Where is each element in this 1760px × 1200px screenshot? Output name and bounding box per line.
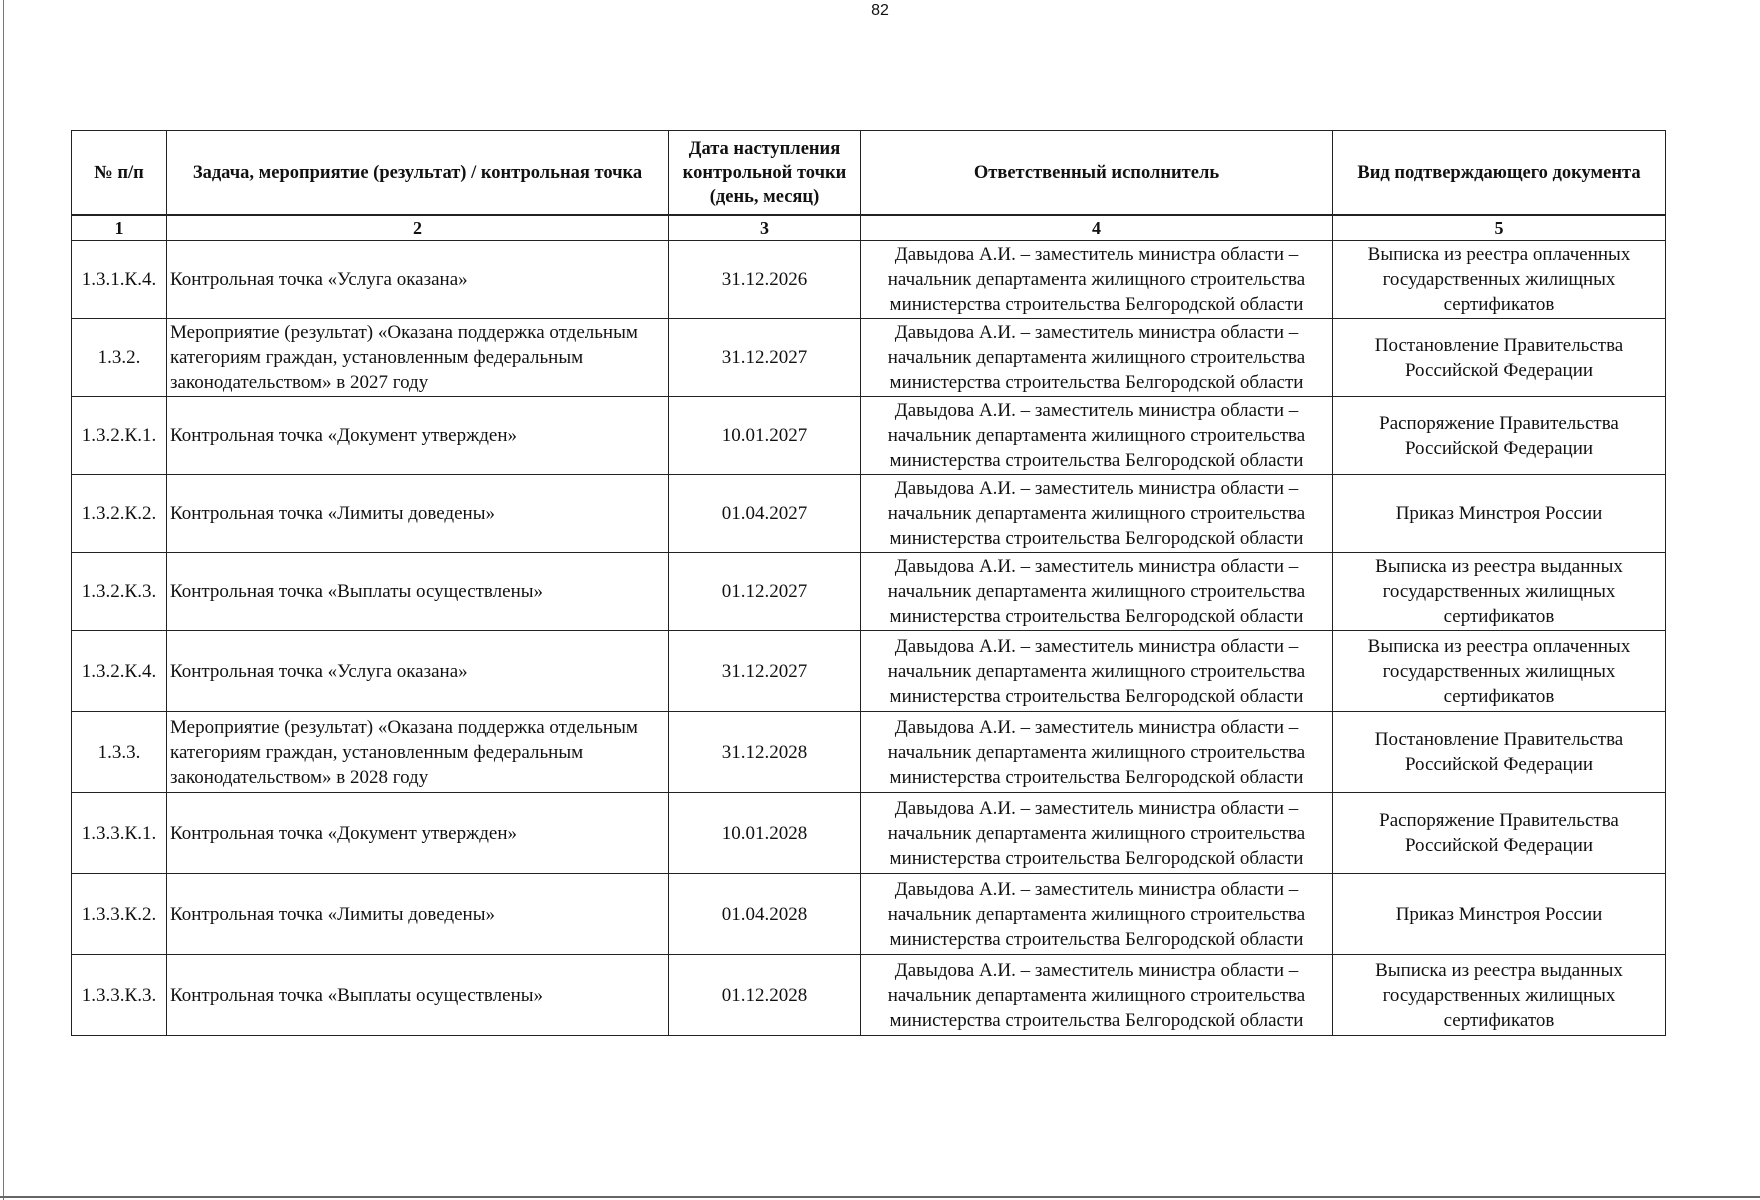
cell-document: Постановление Правительства Российской Федерации	[1333, 712, 1666, 793]
column-number: 5	[1333, 215, 1666, 241]
cell-task: Контрольная точка «Услуга оказана»	[167, 631, 669, 712]
cell-date: 01.12.2028	[669, 955, 861, 1036]
cell-document: Выписка из реестра выданных государственных жилищных сертификатов	[1333, 553, 1666, 631]
cell-executor: Давыдова А.И. – заместитель министра области – начальник департамента жилищного строительства министерства строительства Белгородской области	[861, 241, 1333, 319]
scan-edge-left	[3, 0, 4, 1200]
cell-date: 31.12.2027	[669, 631, 861, 712]
cell-executor: Давыдова А.И. – заместитель министра области – начальник департамента жилищного строительства министерства строительства Белгородской области	[861, 475, 1333, 553]
column-number: 3	[669, 215, 861, 241]
cell-document: Постановление Правительства Российской Федерации	[1333, 319, 1666, 397]
header-document: Вид подтверждающего документа	[1333, 131, 1666, 216]
table-row	[72, 631, 1666, 712]
table-header-row	[72, 131, 1666, 216]
cell-num: 1.3.2.К.1.	[72, 397, 167, 475]
cell-num: 1.3.1.К.4.	[72, 241, 167, 319]
cell-executor: Давыдова А.И. – заместитель министра области – начальник департамента жилищного строительства министерства строительства Белгородской области	[861, 631, 1333, 712]
cell-task: Мероприятие (результат) «Оказана поддержка отдельным категориям граждан, установленным федеральным законодательством» в 2028 году	[167, 712, 669, 793]
cell-document: Распоряжение Правительства Российской Федерации	[1333, 793, 1666, 874]
header-task: Задача, мероприятие (результат) / контрольная точка	[167, 131, 669, 216]
cell-date: 01.04.2028	[669, 874, 861, 955]
table-row	[72, 874, 1666, 955]
table-row	[72, 319, 1666, 397]
table-row	[72, 475, 1666, 553]
cell-document: Распоряжение Правительства Российской Федерации	[1333, 397, 1666, 475]
cell-executor: Давыдова А.И. – заместитель министра области – начальник департамента жилищного строительства министерства строительства Белгородской области	[861, 955, 1333, 1036]
cell-document: Выписка из реестра оплаченных государственных жилищных сертификатов	[1333, 631, 1666, 712]
cell-num: 1.3.3.К.2.	[72, 874, 167, 955]
header-num: № п/п	[72, 131, 167, 216]
page-number: 82	[871, 2, 889, 19]
cell-num: 1.3.3.	[72, 712, 167, 793]
table-row	[72, 553, 1666, 631]
table-row	[72, 793, 1666, 874]
cell-task: Контрольная точка «Услуга оказана»	[167, 241, 669, 319]
cell-document: Выписка из реестра оплаченных государственных жилищных сертификатов	[1333, 241, 1666, 319]
cell-num: 1.3.2.К.4.	[72, 631, 167, 712]
cell-task: Контрольная точка «Документ утвержден»	[167, 397, 669, 475]
cell-date: 10.01.2027	[669, 397, 861, 475]
cell-task: Контрольная точка «Лимиты доведены»	[167, 874, 669, 955]
column-number: 1	[72, 215, 167, 241]
control-points-table	[71, 130, 1666, 1036]
cell-task: Контрольная точка «Лимиты доведены»	[167, 475, 669, 553]
column-number: 2	[167, 215, 669, 241]
cell-num: 1.3.2.К.3.	[72, 553, 167, 631]
cell-num: 1.3.3.К.1.	[72, 793, 167, 874]
table-row	[72, 241, 1666, 319]
cell-executor: Давыдова А.И. – заместитель министра области – начальник департамента жилищного строительства министерства строительства Белгородской области	[861, 712, 1333, 793]
table-row	[72, 712, 1666, 793]
column-number: 4	[861, 215, 1333, 241]
cell-executor: Давыдова А.И. – заместитель министра области – начальник департамента жилищного строительства министерства строительства Белгородской области	[861, 793, 1333, 874]
cell-num: 1.3.2.К.2.	[72, 475, 167, 553]
cell-date: 31.12.2028	[669, 712, 861, 793]
cell-num: 1.3.2.	[72, 319, 167, 397]
cell-document: Приказ Минстроя России	[1333, 874, 1666, 955]
cell-task: Контрольная точка «Выплаты осуществлены»	[167, 955, 669, 1036]
cell-task: Мероприятие (результат) «Оказана поддержка отдельным категориям граждан, установленным федеральным законодательством» в 2027 году	[167, 319, 669, 397]
cell-date: 31.12.2026	[669, 241, 861, 319]
cell-task: Контрольная точка «Выплаты осуществлены»	[167, 553, 669, 631]
table-row	[72, 955, 1666, 1036]
cell-num: 1.3.3.К.3.	[72, 955, 167, 1036]
header-executor: Ответственный исполнитель	[861, 131, 1333, 216]
cell-executor: Давыдова А.И. – заместитель министра области – начальник департамента жилищного строительства министерства строительства Белгородской области	[861, 553, 1333, 631]
scan-edge-bottom	[0, 1196, 1760, 1198]
header-date: Дата наступления контрольной точки (день, месяц)	[669, 131, 861, 216]
column-number-row	[72, 215, 1666, 241]
cell-date: 01.04.2027	[669, 475, 861, 553]
cell-executor: Давыдова А.И. – заместитель министра области – начальник департамента жилищного строительства министерства строительства Белгородской области	[861, 319, 1333, 397]
cell-executor: Давыдова А.И. – заместитель министра области – начальник департамента жилищного строительства министерства строительства Белгородской области	[861, 874, 1333, 955]
table-row	[72, 397, 1666, 475]
cell-executor: Давыдова А.И. – заместитель министра области – начальник департамента жилищного строительства министерства строительства Белгородской области	[861, 397, 1333, 475]
cell-task: Контрольная точка «Документ утвержден»	[167, 793, 669, 874]
cell-date: 31.12.2027	[669, 319, 861, 397]
cell-document: Выписка из реестра выданных государственных жилищных сертификатов	[1333, 955, 1666, 1036]
cell-document: Приказ Минстроя России	[1333, 475, 1666, 553]
cell-date: 10.01.2028	[669, 793, 861, 874]
cell-date: 01.12.2027	[669, 553, 861, 631]
